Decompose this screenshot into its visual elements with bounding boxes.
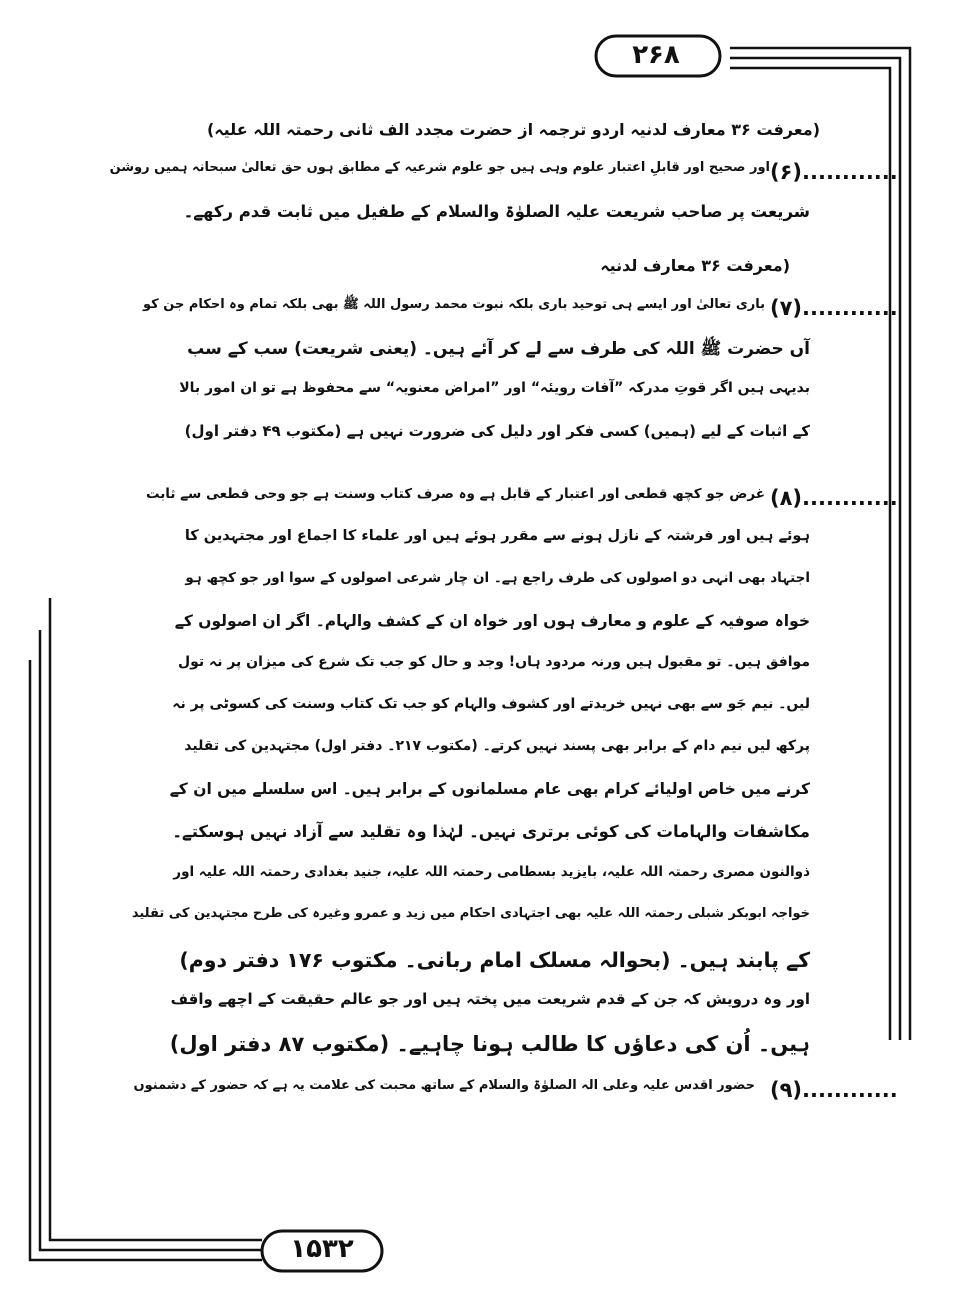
text-line: باری تعالیٰ اور ایسے ہی توحید باری بلکہ نبوت محمد رسول اللہ ﷺ بھی بلکہ تمام وہ احکام جن کو [143, 297, 765, 312]
top-right-border [730, 48, 910, 1040]
text-line: اجتہاد بھی انہی دو اصولوں کی طرف راجع ہے۔ ان چار شرعی اصولوں کے سوا اور جو کچھ ہو [185, 570, 810, 586]
text-line: خواجہ ابوبکر شبلی رحمتہ اللہ علیہ بھی اجتہادی احکام میں زید و عمرو وغیرہ کی طرح مجتہدین کی تقلید [131, 906, 810, 921]
text-line: کے پابند ہیں۔ (بحوالہ مسلک امام ربانی۔ مکتوب ۱۷۶ دفتر دوم) [179, 948, 810, 972]
text-line: ہیں۔ اُن کی دعاؤں کا طالب ہونا چاہیے۔ (مکتوب ۸۷ دفتر اول) [169, 1032, 810, 1056]
text-line: لیں۔ نیم جَو سے بھی نہیں خریدتے اور کشوف والہام کو جب تک کتاب وسنت کی کسوٹی پر نہ [172, 696, 810, 712]
text-line: پرکھ لیں نیم دام کے برابر بھی پسند نہیں کرتے۔ (مکتوب ۲۱۷۔ دفتر اول) مجتہدین کی تقلید [184, 738, 810, 754]
text-line: کرنے میں خاص اولیائے کرام بھی عام مسلمانوں کے برابر ہیں۔ اس سلسلے میں ان کے [169, 780, 810, 798]
text-line: شریعت پر صاحب شریعت علیہ الصلوٰۃ والسلام کے طفیل میں ثابت قدم رکھے۔ [183, 202, 810, 221]
text-line: آں حضرت ﷺ اللہ کی طرف سے لے کر آئے ہیں۔ (یعنی شریعت) سب کے سب [187, 339, 810, 359]
page-number-bottom: ۱۵۳۲ [290, 1234, 354, 1264]
section-number: (۷)............ [770, 296, 898, 320]
reference-citation: (معرفت ۳۶ معارف لدنیہ [600, 256, 790, 275]
text-line: حضور اقدس علیہ وعلی الہ الصلوٰۃ والسلام کے ساتھ محبت کی علامت یہ ہے کہ حضور کے دشمنوں [133, 1078, 755, 1093]
text-line: غرض جو کچھ قطعی اور اعتبار کے قابل ہے وہ صرف کتاب وسنت ہے جو وحی قطعی سے ثابت [145, 486, 765, 502]
text-line: ذوالنون مصری رحمتہ اللہ علیہ، بایزید بسطامی رحمتہ اللہ علیہ، جنید بغدادی رحمتہ اللہ علیہ اور [173, 864, 810, 880]
text-line: بدیہی ہیں اگر قوتِ مدرکہ ”آفات رویئہ“ اور ”امراض معنویہ“ سے محفوظ ہے تو ان امور بالا [179, 380, 810, 396]
text-line: اور صحیح اور قابلِ اعتبار علوم وہی ہیں جو علوم شرعیہ کے مطابق ہوں حق تعالیٰ سبحانہ ہمیں روشن [109, 160, 770, 175]
text-line: خواہ صوفیہ کے علوم و معارف ہوں اور خواہ ان کے کشف والہام۔ اگر ان اصولوں کے [174, 612, 810, 630]
text-line: مکاشفات والہامات کی کوئی برتری نہیں۔ لہٰذا وہ تقلید سے آزاد نہیں ہوسکتے۔ [172, 822, 810, 841]
text-line: کے اثبات کے لیے (ہمیں) کسی فکر اور دلیل کی ضرورت نہیں ہے (مکتوب ۴۹ دفتر اول) [184, 422, 810, 440]
page-number-top: ۲۶۸ [632, 40, 680, 70]
section-number: (۸)............ [770, 486, 898, 510]
text-line: موافق ہیں۔ تو مقبول ہیں ورنہ مردود ہاں! وجد و حال کو جب تک شرع کی میزان پر نہ تول [177, 654, 810, 670]
reference-citation: (معرفت ۳۶ معارف لدنیہ اردو ترجمہ از حضرت مجدد الف ثانی رحمتہ اللہ علیہ) [206, 120, 820, 139]
section-number: (۶)............ [770, 160, 898, 184]
section-number: (۹)............ [770, 1078, 898, 1102]
text-line: ہوئے ہیں اور فرشتہ کے نازل ہونے سے مقرر ہوئے ہیں اور علماء کا اجماع اور مجتہدین کا [184, 528, 810, 544]
text-line: اور وہ درویش کہ جن کے قدم شریعت میں پختہ ہیں اور جو عالم حقیقت کے اچھے واقف [170, 990, 810, 1008]
